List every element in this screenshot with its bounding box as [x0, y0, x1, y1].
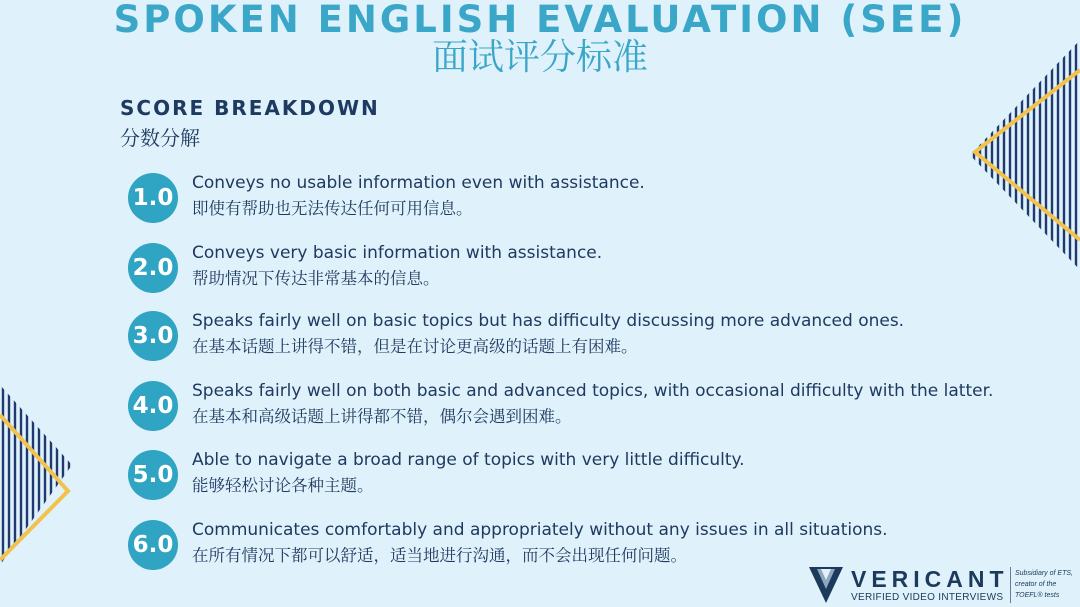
logo-divider: [1010, 567, 1011, 603]
score-row: [128, 450, 1028, 502]
score-badge: 3.0: [128, 311, 178, 361]
score-badge: 1.0: [128, 173, 178, 223]
vericant-logo: [805, 563, 1080, 607]
score-badge: 5.0: [128, 450, 178, 500]
score-row: [128, 173, 1028, 225]
score-badge: 6.0: [128, 520, 178, 570]
section-title: SCORE BREAKDOWN: [120, 96, 380, 120]
section-subtitle: 分数分解: [120, 126, 200, 150]
logo-side-line: Subsidiary of ETS,: [1015, 570, 1073, 577]
vericant-emblem-icon: [807, 565, 845, 605]
logo-side-text: [1015, 568, 1077, 601]
score-row: [128, 243, 1028, 295]
page-title: SPOKEN ENGLISH EVALUATION (SEE): [113, 0, 967, 41]
score-description-en: Communicates comfortably and appropriately without any issues in all situations.: [192, 520, 888, 540]
score-description-en: Speaks fairly well on basic topics but has difficulty discussing more advanced ones.: [192, 311, 905, 331]
score-badge: 2.0: [128, 243, 178, 293]
score-description-zh: 在所有情况下都可以舒适，适当地进行沟通，而不会出现任何问题。: [192, 546, 687, 565]
score-description-zh: 能够轻松讨论各种主题。: [192, 476, 374, 495]
score-description-en: Conveys very basic information with assistance.: [192, 243, 603, 263]
score-badge: 4.0: [128, 381, 178, 431]
score-description-en: Able to navigate a broad range of topics with very little difficulty.: [192, 450, 745, 470]
score-description-zh: 帮助情况下传达非常基本的信息。: [192, 269, 440, 288]
logo-side-line: creator of the: [1015, 581, 1057, 588]
score-description-en: Conveys no usable information even with assistance.: [192, 173, 645, 193]
page-subtitle: 面试评分标准: [431, 37, 648, 78]
logo-side-line: TOEFL® tests: [1015, 592, 1060, 599]
score-row: [128, 381, 1028, 433]
logo-wordmark: VERICANT: [851, 566, 1009, 592]
score-description-en: Speaks fairly well on both basic and advanced topics, with occasional difficulty with the latter.: [192, 381, 994, 401]
score-row: [128, 311, 1028, 363]
score-description-zh: 在基本和高级话题上讲得都不错，偶尔会遇到困难。: [192, 407, 572, 426]
decorative-stripes-left: [0, 385, 80, 565]
score-description-zh: 即使有帮助也无法传达任何可用信息。: [192, 199, 473, 218]
score-description-zh: 在基本话题上讲得不错，但是在讨论更高级的话题上有困难。: [192, 337, 638, 356]
logo-tagline: VERIFIED VIDEO INTERVIEWS: [851, 592, 1004, 603]
